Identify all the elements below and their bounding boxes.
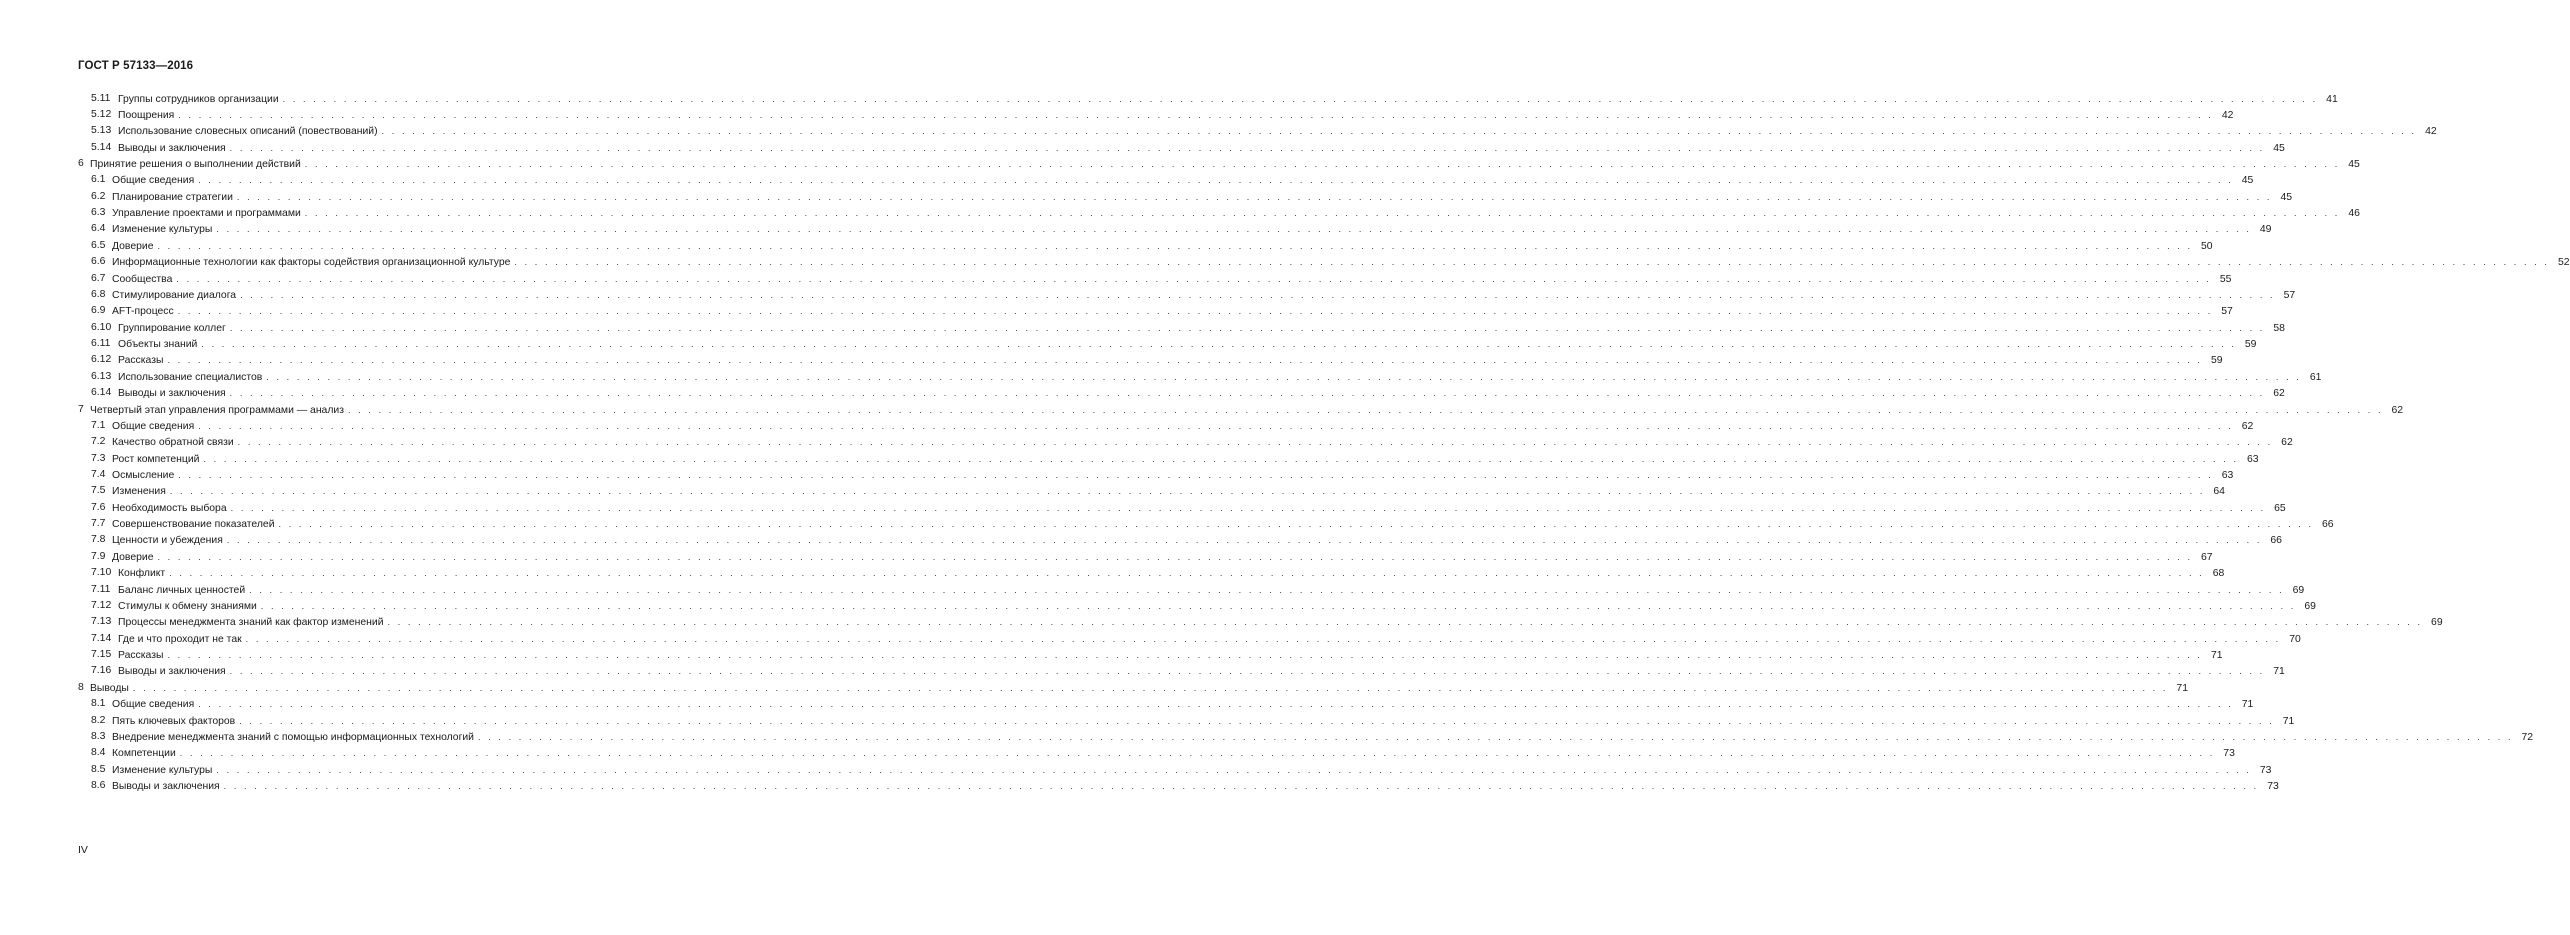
toc-dot-leader: . . . . . . . . . . . . . . . . . . . . . . . . . . . . . . . . . . . . . . . . . . . . . . . . . . . . . . . . . . . . . . . . . . . . . . . . . . . . . . . . . . . . . . . . . . . . . . . . . . . . . . . . . . . . . . . . . . . . . . . . . . . . . . . . . . . . . . . . . . . . . . . . . . . . . . . . . . . . . . . . . . . . . . . . . . . . . . . . . . . . . . . . . . . . . . . . . . . . . . . . [229, 388, 2265, 399]
toc-entry-title: Пять ключевых факторов [112, 715, 236, 727]
toc-entry-title: Совершенствование показателей [112, 519, 275, 531]
toc-entry-page: 69 [2304, 600, 2316, 612]
toc-entry-title: Осмысление [112, 470, 175, 481]
toc-entry-title: Информационные технологии как факторы содействия организационной культуре [112, 257, 511, 269]
toc-dot-leader: . . . . . . . . . . . . . . . . . . . . . . . . . . . . . . . . . . . . . . . . . . . . . . . . . . . . . . . . . . . . . . . . . . . . . . . . . . . . . . . . . . . . . . . . . . . . . . . . . . . . . . . . . . . . . . . . . . . . . . . . . . . . . . . . . . . . . . . . . . . . . . . . . . . . . . . . . . . . . . . . . . . . . . . . . . . . . . . . . . . . . . . . . . . . . . . . . . . . . . . . [387, 617, 2423, 628]
toc-entry-title: Компетенции [112, 748, 176, 760]
toc-dot-leader: . . . . . . . . . . . . . . . . . . . . . . . . . . . . . . . . . . . . . . . . . . . . . . . . . . . . . . . . . . . . . . . . . . . . . . . . . . . . . . . . . . . . . . . . . . . . . . . . . . . . . . . . . . . . . . . . . . . . . . . . . . . . . . . . . . . . . . . . . . . . . . . . . . . . . . . . . . . . . . . . . . . . . . . . . . . . . . . . . . . . . . . . . . . . . . . . . . . . . . . . [178, 470, 2214, 480]
toc-entry-number: 7.8 [91, 534, 106, 546]
toc-dot-leader: . . . . . . . . . . . . . . . . . . . . . . . . . . . . . . . . . . . . . . . . . . . . . . . . . . . . . . . . . . . . . . . . . . . . . . . . . . . . . . . . . . . . . . . . . . . . . . . . . . . . . . . . . . . . . . . . . . . . . . . . . . . . . . . . . . . . . . . . . . . . . . . . . . . . . . . . . . . . . . . . . . . . . . . . . . . . . . . . . . . . . . . . . . . . . . . . . . . . . . . . [178, 109, 2214, 120]
toc-dot-leader: . . . . . . . . . . . . . . . . . . . . . . . . . . . . . . . . . . . . . . . . . . . . . . . . . . . . . . . . . . . . . . . . . . . . . . . . . . . . . . . . . . . . . . . . . . . . . . . . . . . . . . . . . . . . . . . . . . . . . . . . . . . . . . . . . . . . . . . . . . . . . . . . . . . . . . . . . . . . . . . . . . . . . . . . . . . . . . . . . . . . . . . . . . . . . . . . . . . . . . . . [177, 306, 2213, 317]
toc-entry-title: Группирование коллег [118, 322, 226, 334]
toc-entry-title: Баланс личных ценностей [118, 584, 246, 596]
toc-dot-leader: . . . . . . . . . . . . . . . . . . . . . . . . . . . . . . . . . . . . . . . . . . . . . . . . . . . . . . . . . . . . . . . . . . . . . . . . . . . . . . . . . . . . . . . . . . . . . . . . . . . . . . . . . . . . . . . . . . . . . . . . . . . . . . . . . . . . . . . . . . . . . . . . . . . . . . . . . . . . . . . . . . . . . . . . . . . . . . . . . . . . . . . . . . . . . . . . . . . . . . . . [229, 142, 2265, 153]
toc-entry-page: 62 [2391, 404, 2404, 416]
toc-dot-leader: . . . . . . . . . . . . . . . . . . . . . . . . . . . . . . . . . . . . . . . . . . . . . . . . . . . . . . . . . . . . . . . . . . . . . . . . . . . . . . . . . . . . . . . . . . . . . . . . . . . . . . . . . . . . . . . . . . . . . . . . . . . . . . . . . . . . . . . . . . . . . . . . . . . . . . . . . . . . . . . . . . . . . . . . . . . . . . . . . . . . . . . . . . . . . . . . . . . . . . . . [266, 371, 2302, 382]
toc-entry-page: 50 [2201, 240, 2213, 252]
toc-entry [0, 434, 2293, 450]
toc-entry-title: Использование специалистов [118, 371, 263, 383]
toc-entry-title: Рост компетенций [112, 453, 200, 465]
toc-entry-title: Объекты знаний [118, 339, 198, 351]
toc-entry-page: 55 [2219, 273, 2232, 285]
toc-dot-leader: . . . . . . . . . . . . . . . . . . . . . . . . . . . . . . . . . . . . . . . . . . . . . . . . . . . . . . . . . . . . . . . . . . . . . . . . . . . . . . . . . . . . . . . . . . . . . . . . . . . . . . . . . . . . . . . . . . . . . . . . . . . . . . . . . . . . . . . . . . . . . . . . . . . . . . . . . . . . . . . . . . . . . . . . . . . . . . . . . . . . . . . . . . . . . . . . . . . . . . . . [229, 666, 2265, 677]
toc-entry-number: 7.4 [91, 469, 106, 480]
toc-entry-page: 66 [2270, 535, 2282, 547]
toc-entry-page: 71 [2273, 666, 2285, 678]
toc-entry-title: Выводы [90, 682, 129, 694]
toc-entry-title: Управление проектами и программами [112, 208, 301, 220]
toc-entry-number: 6.10 [91, 321, 112, 333]
toc-entry-number: 7 [78, 403, 84, 415]
toc-entry-page: 45 [2348, 158, 2360, 170]
toc-entry [0, 140, 2285, 156]
toc-entry-number: 7.5 [91, 485, 106, 497]
toc-entry-number: 7.15 [91, 649, 112, 661]
toc-entry-number: 7.6 [91, 501, 106, 513]
toc-entry-title: Выводы и заключения [118, 666, 226, 678]
toc-entry-number: 7.10 [91, 567, 112, 579]
toc-entry-page: 59 [2244, 339, 2257, 351]
toc-entry-number: 6.6 [91, 256, 106, 268]
document-header: ГОСТ Р 57133—2016 [78, 60, 194, 72]
toc-dot-leader: . . . . . . . . . . . . . . . . . . . . . . . . . . . . . . . . . . . . . . . . . . . . . . . . . . . . . . . . . . . . . . . . . . . . . . . . . . . . . . . . . . . . . . . . . . . . . . . . . . . . . . . . . . . . . . . . . . . . . . . . . . . . . . . . . . . . . . . . . . . . . . . . . . . . . . . . . . . . . . . . . . . . . . . . . . . . . . . . . . . . . . . . . . . . . . . . . . . . . . . . [216, 224, 2252, 235]
toc-entry-number: 7.12 [91, 599, 112, 611]
toc-entry-number: 6.2 [91, 190, 106, 202]
toc-entry-number: 5.14 [91, 141, 112, 153]
toc-entry-number: 6.3 [91, 207, 106, 219]
toc-entry-page: 63 [2221, 470, 2234, 481]
toc-entry [0, 91, 2338, 107]
toc-entry [0, 582, 2305, 598]
toc-entry-page: 52 [2557, 257, 2570, 269]
toc-entry [0, 221, 2272, 237]
toc-entry [0, 598, 2316, 614]
toc-entry [0, 549, 2213, 565]
toc-entry-number: 6.13 [91, 370, 112, 382]
toc-entry [0, 385, 2285, 401]
toc-entry-page: 62 [2241, 420, 2254, 432]
toc-entry [0, 631, 2301, 647]
toc-dot-leader: . . . . . . . . . . . . . . . . . . . . . . . . . . . . . . . . . . . . . . . . . . . . . . . . . . . . . . . . . . . . . . . . . . . . . . . . . . . . . . . . . . . . . . . . . . . . . . . . . . . . . . . . . . . . . . . . . . . . . . . . . . . . . . . . . . . . . . . . . . . . . . . . . . . . . . . . . . . . . . . . . . . . . . . . . . . . . . . . . . . . . . . . . . . . . . . . . . . . . . . . [260, 600, 2296, 611]
toc-dot-leader: . . . . . . . . . . . . . . . . . . . . . . . . . . . . . . . . . . . . . . . . . . . . . . . . . . . . . . . . . . . . . . . . . . . . . . . . . . . . . . . . . . . . . . . . . . . . . . . . . . . . . . . . . . . . . . . . . . . . . . . . . . . . . . . . . . . . . . . . . . . . . . . . . . . . . . . . . . . . . . . . . . . . . . . . . . . . . . . . . . . . . . . . . . . . . . . . . . . . . . . . [477, 731, 2514, 742]
toc-entry-page: 61 [2309, 371, 2322, 383]
toc-entry-page: 59 [2210, 355, 2223, 367]
toc-entry-title: Изменение культуры [112, 224, 213, 236]
toc-dot-leader: . . . . . . . . . . . . . . . . . . . . . . . . . . . . . . . . . . . . . . . . . . . . . . . . . . . . . . . . . . . . . . . . . . . . . . . . . . . . . . . . . . . . . . . . . . . . . . . . . . . . . . . . . . . . . . . . . . . . . . . . . . . . . . . . . . . . . . . . . . . . . . . . . . . . . . . . . . . . . . . . . . . . . . . . . . . . . . . . . . . . . . . . . . . . . . . . . . . . . . . . [157, 551, 2193, 562]
toc-entry-number: 7.14 [91, 632, 112, 644]
toc-entry-title: Поощрения [118, 109, 175, 121]
toc-entry [0, 713, 2295, 729]
toc-entry [0, 451, 2259, 467]
toc-entry-title: Рассказы [118, 650, 164, 662]
toc-dot-leader: . . . . . . . . . . . . . . . . . . . . . . . . . . . . . . . . . . . . . . . . . . . . . . . . . . . . . . . . . . . . . . . . . . . . . . . . . . . . . . . . . . . . . . . . . . . . . . . . . . . . . . . . . . . . . . . . . . . . . . . . . . . . . . . . . . . . . . . . . . . . . . . . . . . . . . . . . . . . . . . . . . . . . . . . . . . . . . . . . . . . . . . . . . . . . . . . . . . . . . . . [176, 273, 2212, 284]
toc-dot-leader: . . . . . . . . . . . . . . . . . . . . . . . . . . . . . . . . . . . . . . . . . . . . . . . . . . . . . . . . . . . . . . . . . . . . . . . . . . . . . . . . . . . . . . . . . . . . . . . . . . . . . . . . . . . . . . . . . . . . . . . . . . . . . . . . . . . . . . . . . . . . . . . . . . . . . . . . . . . . . . . . . . . . . . . . . . . . . . . . . . . . . . . . . . . . . . . . . . . . . . . . [240, 289, 2276, 300]
toc-entry [0, 107, 2234, 123]
toc-entry-title: Выводы и заключения [112, 781, 220, 793]
toc-entry-title: Внедрение менеджмента знаний с помощью информационных технологий [112, 731, 474, 743]
toc-entry-page: 41 [2326, 93, 2338, 105]
toc-entry [0, 696, 2254, 712]
toc-entry-number: 6.7 [91, 272, 106, 284]
toc-dot-leader: . . . . . . . . . . . . . . . . . . . . . . . . . . . . . . . . . . . . . . . . . . . . . . . . . . . . . . . . . . . . . . . . . . . . . . . . . . . . . . . . . . . . . . . . . . . . . . . . . . . . . . . . . . . . . . . . . . . . . . . . . . . . . . . . . . . . . . . . . . . . . . . . . . . . . . . . . . . . . . . . . . . . . . . . . . . . . . . . . . . . . . . . . . . . . . . . . . . . . . . . [198, 699, 2234, 710]
toc-entry-page: 68 [2212, 568, 2225, 580]
toc-dot-leader: . . . . . . . . . . . . . . . . . . . . . . . . . . . . . . . . . . . . . . . . . . . . . . . . . . . . . . . . . . . . . . . . . . . . . . . . . . . . . . . . . . . . . . . . . . . . . . . . . . . . . . . . . . . . . . . . . . . . . . . . . . . . . . . . . . . . . . . . . . . . . . . . . . . . . . . . . . . . . . . . . . . . . . . . . . . . . . . . . . . . . . . . . . . . . . . . . . . . . . . . [236, 191, 2272, 202]
toc-entry [0, 238, 2213, 254]
toc-dot-leader: . . . . . . . . . . . . . . . . . . . . . . . . . . . . . . . . . . . . . . . . . . . . . . . . . . . . . . . . . . . . . . . . . . . . . . . . . . . . . . . . . . . . . . . . . . . . . . . . . . . . . . . . . . . . . . . . . . . . . . . . . . . . . . . . . . . . . . . . . . . . . . . . . . . . . . . . . . . . . . . . . . . . . . . . . . . . . . . . . . . . . . . . . . . . . . . . . . . . . . . . [157, 240, 2193, 251]
toc-entry [0, 205, 2360, 221]
toc-entry-title: Ценности и убеждения [112, 535, 223, 547]
toc-entry-page: 58 [2273, 322, 2285, 334]
toc-dot-leader: . . . . . . . . . . . . . . . . . . . . . . . . . . . . . . . . . . . . . . . . . . . . . . . . . . . . . . . . . . . . . . . . . . . . . . . . . . . . . . . . . . . . . . . . . . . . . . . . . . . . . . . . . . . . . . . . . . . . . . . . . . . . . . . . . . . . . . . . . . . . . . . . . . . . . . . . . . . . . . . . . . . . . . . . . . . . . . . . . . . . . . . . . . . . . . . . . . . . . . . . [216, 764, 2252, 775]
toc-entry-title: Общие сведения [112, 175, 195, 187]
toc-entry-title: Выводы и заключения [118, 388, 226, 400]
toc-entry-title: Изменения [112, 486, 166, 498]
toc-dot-leader: . . . . . . . . . . . . . . . . . . . . . . . . . . . . . . . . . . . . . . . . . . . . . . . . . . . . . . . . . . . . . . . . . . . . . . . . . . . . . . . . . . . . . . . . . . . . . . . . . . . . . . . . . . . . . . . . . . . . . . . . . . . . . . . . . . . . . . . . . . . . . . . . . . . . . . . . . . . . . . . . . . . . . . . . . . . . . . . . . . . . . . . . . . . . . . . . . . . . . . . . [169, 568, 2205, 579]
toc-entry-number: 6.14 [91, 387, 112, 399]
toc-entry-title: Доверие [112, 240, 154, 252]
toc-entry [0, 123, 2437, 139]
toc-dot-leader: . . . . . . . . . . . . . . . . . . . . . . . . . . . . . . . . . . . . . . . . . . . . . . . . . . . . . . . . . . . . . . . . . . . . . . . . . . . . . . . . . . . . . . . . . . . . . . . . . . . . . . . . . . . . . . . . . . . . . . . . . . . . . . . . . . . . . . . . . . . . . . . . . . . . . . . . . . . . . . . . . . . . . . . . . . . . . . . . . . . . . . . . . . . . . . . . . . . . . . . . [347, 404, 2384, 415]
toc-entry-page: 73 [2223, 748, 2235, 760]
toc-entry-number: 6 [78, 157, 84, 169]
toc-entry-number: 6.8 [91, 288, 106, 300]
toc-entry-title: Четвертый этап управления программами — анализ [90, 404, 344, 416]
toc-entry-number: 7.1 [91, 419, 106, 431]
toc-entry-title: Планирование стратегии [112, 191, 233, 203]
toc-entry-page: 66 [2322, 519, 2334, 531]
toc-entry-title: Сообщества [112, 273, 173, 285]
toc-entry [0, 565, 2225, 581]
toc-entry [0, 762, 2272, 778]
toc-entry [0, 336, 2257, 352]
toc-entry-page: 65 [2274, 502, 2286, 514]
toc-entry-number: 8 [78, 681, 84, 693]
toc-entry [0, 483, 2225, 499]
toc-entry [0, 352, 2223, 368]
toc-entry-number: 5.12 [91, 108, 112, 120]
toc-entry-number: 5.11 [91, 92, 111, 104]
toc-entry-page: 62 [2273, 388, 2285, 400]
toc-dot-leader: . . . . . . . . . . . . . . . . . . . . . . . . . . . . . . . . . . . . . . . . . . . . . . . . . . . . . . . . . . . . . . . . . . . . . . . . . . . . . . . . . . . . . . . . . . . . . . . . . . . . . . . . . . . . . . . . . . . . . . . . . . . . . . . . . . . . . . . . . . . . . . . . . . . . . . . . . . . . . . . . . . . . . . . . . . . . . . . . . . . . . . . . . . . . . . . . . . . . . . . . [169, 486, 2205, 497]
toc-dot-leader: . . . . . . . . . . . . . . . . . . . . . . . . . . . . . . . . . . . . . . . . . . . . . . . . . . . . . . . . . . . . . . . . . . . . . . . . . . . . . . . . . . . . . . . . . . . . . . . . . . . . . . . . . . . . . . . . . . . . . . . . . . . . . . . . . . . . . . . . . . . . . . . . . . . . . . . . . . . . . . . . . . . . . . . . . . . . . . . . . . . . . . . . . . . . . . . . . . . . . . . . [179, 748, 2215, 759]
toc-dot-leader: . . . . . . . . . . . . . . . . . . . . . . . . . . . . . . . . . . . . . . . . . . . . . . . . . . . . . . . . . . . . . . . . . . . . . . . . . . . . . . . . . . . . . . . . . . . . . . . . . . . . . . . . . . . . . . . . . . . . . . . . . . . . . . . . . . . . . . . . . . . . . . . . . . . . . . . . . . . . . . . . . . . . . . . . . . . . . . . . . . . . . . . . . . . . . . . . . . . . . . . . [514, 257, 2550, 268]
toc-entry-page: 70 [2289, 633, 2301, 645]
toc-entry-number: 8.4 [91, 747, 106, 759]
toc-entry [0, 500, 2286, 516]
toc-entry-title: Общие сведения [112, 699, 195, 711]
toc-entry-number: 8.6 [91, 780, 106, 792]
toc-entry-number: 6.1 [91, 174, 106, 186]
toc-entry-page: 62 [2281, 437, 2293, 449]
toc-entry-page: 45 [2273, 142, 2285, 154]
toc-entry-page: 71 [2210, 650, 2223, 662]
toc-entry-number: 6.11 [91, 338, 111, 350]
toc-entry-page: 49 [2259, 224, 2272, 236]
toc-entry [0, 402, 2404, 418]
toc-entry-number: 7.9 [91, 550, 106, 562]
toc-dot-leader: . . . . . . . . . . . . . . . . . . . . . . . . . . . . . . . . . . . . . . . . . . . . . . . . . . . . . . . . . . . . . . . . . . . . . . . . . . . . . . . . . . . . . . . . . . . . . . . . . . . . . . . . . . . . . . . . . . . . . . . . . . . . . . . . . . . . . . . . . . . . . . . . . . . . . . . . . . . . . . . . . . . . . . . . . . . . . . . . . . . . . . . . . . . . . . . . . . . . . . . . [223, 781, 2259, 792]
toc-entry-page: 73 [2267, 781, 2279, 793]
toc-entry-number: 7.13 [91, 616, 112, 628]
toc-entry-title: Изменение культуры [112, 764, 213, 776]
toc-entry-page: 57 [2221, 306, 2233, 318]
toc-entry-page: 72 [2521, 731, 2534, 743]
toc-dot-leader: . . . . . . . . . . . . . . . . . . . . . . . . . . . . . . . . . . . . . . . . . . . . . . . . . . . . . . . . . . . . . . . . . . . . . . . . . . . . . . . . . . . . . . . . . . . . . . . . . . . . . . . . . . . . . . . . . . . . . . . . . . . . . . . . . . . . . . . . . . . . . . . . . . . . . . . . . . . . . . . . . . . . . . . . . . . . . . . . . . . . . . . . . . . . . . . . . . . . . . . . [230, 502, 2266, 513]
toc-entry-number: 7.3 [91, 452, 106, 464]
toc-entry-page: 42 [2425, 126, 2437, 138]
toc-entry-page: 73 [2259, 764, 2272, 776]
toc-entry-page: 45 [2241, 175, 2254, 187]
toc-dot-leader: . . . . . . . . . . . . . . . . . . . . . . . . . . . . . . . . . . . . . . . . . . . . . . . . . . . . . . . . . . . . . . . . . . . . . . . . . . . . . . . . . . . . . . . . . . . . . . . . . . . . . . . . . . . . . . . . . . . . . . . . . . . . . . . . . . . . . . . . . . . . . . . . . . . . . . . . . . . . . . . . . . . . . . . . . . . . . . . . . . . . . . . . . . . . . . . . . . . . . . . . [282, 93, 2318, 104]
toc-entry-title: Выводы и заключения [118, 142, 226, 154]
toc-dot-leader: . . . . . . . . . . . . . . . . . . . . . . . . . . . . . . . . . . . . . . . . . . . . . . . . . . . . . . . . . . . . . . . . . . . . . . . . . . . . . . . . . . . . . . . . . . . . . . . . . . . . . . . . . . . . . . . . . . . . . . . . . . . . . . . . . . . . . . . . . . . . . . . . . . . . . . . . . . . . . . . . . . . . . . . . . . . . . . . . . . . . . . . . . . . . . . . . . . . . . . . . [226, 535, 2262, 546]
toc-dot-leader: . . . . . . . . . . . . . . . . . . . . . . . . . . . . . . . . . . . . . . . . . . . . . . . . . . . . . . . . . . . . . . . . . . . . . . . . . . . . . . . . . . . . . . . . . . . . . . . . . . . . . . . . . . . . . . . . . . . . . . . . . . . . . . . . . . . . . . . . . . . . . . . . . . . . . . . . . . . . . . . . . . . . . . . . . . . . . . . . . . . . . . . . . . . . . . . . . . . . . . . . [203, 453, 2239, 464]
toc-entry-number: 6.4 [91, 223, 106, 235]
toc-entry-title: Группы сотрудников организации [118, 93, 279, 105]
page-number: IV [78, 844, 88, 856]
toc-entry-title: Принятие решения о выполнении действий [90, 158, 301, 170]
toc-dot-leader: . . . . . . . . . . . . . . . . . . . . . . . . . . . . . . . . . . . . . . . . . . . . . . . . . . . . . . . . . . . . . . . . . . . . . . . . . . . . . . . . . . . . . . . . . . . . . . . . . . . . . . . . . . . . . . . . . . . . . . . . . . . . . . . . . . . . . . . . . . . . . . . . . . . . . . . . . . . . . . . . . . . . . . . . . . . . . . . . . . . . . . . . . . . . . . . . . . . . . . . . [304, 158, 2340, 169]
toc-entry-page: 64 [2213, 486, 2225, 498]
toc-entry-number: 7.16 [91, 665, 112, 677]
toc-dot-leader: . . . . . . . . . . . . . . . . . . . . . . . . . . . . . . . . . . . . . . . . . . . . . . . . . . . . . . . . . . . . . . . . . . . . . . . . . . . . . . . . . . . . . . . . . . . . . . . . . . . . . . . . . . . . . . . . . . . . . . . . . . . . . . . . . . . . . . . . . . . . . . . . . . . . . . . . . . . . . . . . . . . . . . . . . . . . . . . . . . . . . . . . . . . . . . . . . . . . . . . . [381, 126, 2417, 137]
toc-dot-leader: . . . . . . . . . . . . . . . . . . . . . . . . . . . . . . . . . . . . . . . . . . . . . . . . . . . . . . . . . . . . . . . . . . . . . . . . . . . . . . . . . . . . . . . . . . . . . . . . . . . . . . . . . . . . . . . . . . . . . . . . . . . . . . . . . . . . . . . . . . . . . . . . . . . . . . . . . . . . . . . . . . . . . . . . . . . . . . . . . . . . . . . . . . . . . . . . . . . . . . . . [249, 584, 2285, 595]
toc-entry-title: Общие сведения [112, 420, 195, 432]
toc-dot-leader: . . . . . . . . . . . . . . . . . . . . . . . . . . . . . . . . . . . . . . . . . . . . . . . . . . . . . . . . . . . . . . . . . . . . . . . . . . . . . . . . . . . . . . . . . . . . . . . . . . . . . . . . . . . . . . . . . . . . . . . . . . . . . . . . . . . . . . . . . . . . . . . . . . . . . . . . . . . . . . . . . . . . . . . . . . . . . . . . . . . . . . . . . . . . . . . . . . . . . . . . [245, 633, 2281, 644]
toc-entry-page: 71 [2282, 715, 2295, 727]
toc-entry-number: 5.13 [91, 125, 112, 137]
toc-entry-number: 7.2 [91, 436, 106, 448]
toc-entry-title: Стимулирование диалога [112, 289, 237, 301]
toc-entry-page: 69 [2431, 617, 2443, 629]
toc-entry-page: 46 [2348, 208, 2360, 220]
toc-dot-leader: . . . . . . . . . . . . . . . . . . . . . . . . . . . . . . . . . . . . . . . . . . . . . . . . . . . . . . . . . . . . . . . . . . . . . . . . . . . . . . . . . . . . . . . . . . . . . . . . . . . . . . . . . . . . . . . . . . . . . . . . . . . . . . . . . . . . . . . . . . . . . . . . . . . . . . . . . . . . . . . . . . . . . . . . . . . . . . . . . . . . . . . . . . . . . . . . . . . . . . . . [167, 355, 2203, 366]
toc-entry-number: 8.1 [91, 698, 106, 710]
toc-entry [0, 467, 2234, 483]
toc-entry [0, 287, 2296, 303]
toc-entry-number: 8.2 [91, 714, 106, 726]
toc-entry [0, 303, 2233, 319]
toc-entry-page: 42 [2221, 109, 2234, 121]
toc-dot-leader: . . . . . . . . . . . . . . . . . . . . . . . . . . . . . . . . . . . . . . . . . . . . . . . . . . . . . . . . . . . . . . . . . . . . . . . . . . . . . . . . . . . . . . . . . . . . . . . . . . . . . . . . . . . . . . . . . . . . . . . . . . . . . . . . . . . . . . . . . . . . . . . . . . . . . . . . . . . . . . . . . . . . . . . . . . . . . . . . . . . . . . . . . . . . . . . . . . . . . . . . [304, 208, 2340, 219]
toc-entry-number: 6.12 [91, 354, 112, 366]
toc-dot-leader: . . . . . . . . . . . . . . . . . . . . . . . . . . . . . . . . . . . . . . . . . . . . . . . . . . . . . . . . . . . . . . . . . . . . . . . . . . . . . . . . . . . . . . . . . . . . . . . . . . . . . . . . . . . . . . . . . . . . . . . . . . . . . . . . . . . . . . . . . . . . . . . . . . . . . . . . . . . . . . . . . . . . . . . . . . . . . . . . . . . . . . . . . . . . . . . . . . . . . . . . [198, 175, 2234, 186]
toc-entry [0, 254, 2570, 270]
toc-dot-leader: . . . . . . . . . . . . . . . . . . . . . . . . . . . . . . . . . . . . . . . . . . . . . . . . . . . . . . . . . . . . . . . . . . . . . . . . . . . . . . . . . . . . . . . . . . . . . . . . . . . . . . . . . . . . . . . . . . . . . . . . . . . . . . . . . . . . . . . . . . . . . . . . . . . . . . . . . . . . . . . . . . . . . . . . . . . . . . . . . . . . . . . . . . . . . . . . . . . . . . . . [201, 339, 2237, 350]
toc-entry [0, 532, 2282, 548]
toc-entry [0, 614, 2443, 630]
toc-entry-title: Использование словесных описаний (повествований) [118, 126, 378, 138]
toc-entry-number: 8.5 [91, 763, 106, 775]
toc-dot-leader: . . . . . . . . . . . . . . . . . . . . . . . . . . . . . . . . . . . . . . . . . . . . . . . . . . . . . . . . . . . . . . . . . . . . . . . . . . . . . . . . . . . . . . . . . . . . . . . . . . . . . . . . . . . . . . . . . . . . . . . . . . . . . . . . . . . . . . . . . . . . . . . . . . . . . . . . . . . . . . . . . . . . . . . . . . . . . . . . . . . . . . . . . . . . . . . . . . . . . . . . [132, 682, 2168, 693]
toc-entry-title: Конфликт [118, 568, 166, 580]
toc-entry [0, 271, 2232, 287]
toc-entry [0, 680, 2188, 696]
toc-entry-page: 71 [2241, 699, 2254, 711]
toc-dot-leader: . . . . . . . . . . . . . . . . . . . . . . . . . . . . . . . . . . . . . . . . . . . . . . . . . . . . . . . . . . . . . . . . . . . . . . . . . . . . . . . . . . . . . . . . . . . . . . . . . . . . . . . . . . . . . . . . . . . . . . . . . . . . . . . . . . . . . . . . . . . . . . . . . . . . . . . . . . . . . . . . . . . . . . . . . . . . . . . . . . . . . . . . . . . . . . . . . . . . . . . . [167, 650, 2203, 661]
toc-entry-title: Рассказы [118, 355, 164, 367]
toc-entry [0, 320, 2285, 336]
toc-dot-leader: . . . . . . . . . . . . . . . . . . . . . . . . . . . . . . . . . . . . . . . . . . . . . . . . . . . . . . . . . . . . . . . . . . . . . . . . . . . . . . . . . . . . . . . . . . . . . . . . . . . . . . . . . . . . . . . . . . . . . . . . . . . . . . . . . . . . . . . . . . . . . . . . . . . . . . . . . . . . . . . . . . . . . . . . . . . . . . . . . . . . . . . . . . . . . . . . . . . . . . . . [239, 715, 2275, 726]
toc-entry-title: Качество обратной связи [112, 437, 234, 449]
toc-entry-number: 8.3 [91, 730, 106, 742]
toc-entry [0, 189, 2292, 205]
toc-dot-leader: . . . . . . . . . . . . . . . . . . . . . . . . . . . . . . . . . . . . . . . . . . . . . . . . . . . . . . . . . . . . . . . . . . . . . . . . . . . . . . . . . . . . . . . . . . . . . . . . . . . . . . . . . . . . . . . . . . . . . . . . . . . . . . . . . . . . . . . . . . . . . . . . . . . . . . . . . . . . . . . . . . . . . . . . . . . . . . . . . . . . . . . . . . . . . . . . . . . . . . . . [198, 420, 2234, 431]
toc-entry-page: 45 [2280, 191, 2292, 203]
toc-entry-number: 6.9 [91, 305, 106, 317]
toc-entry-page: 67 [2201, 551, 2213, 563]
toc-entry-title: Стимулы к обмену знаниями [118, 600, 257, 612]
toc-entry-title: Необходимость выбора [112, 502, 227, 514]
toc-entry-page: 71 [2176, 682, 2188, 694]
toc-dot-leader: . . . . . . . . . . . . . . . . . . . . . . . . . . . . . . . . . . . . . . . . . . . . . . . . . . . . . . . . . . . . . . . . . . . . . . . . . . . . . . . . . . . . . . . . . . . . . . . . . . . . . . . . . . . . . . . . . . . . . . . . . . . . . . . . . . . . . . . . . . . . . . . . . . . . . . . . . . . . . . . . . . . . . . . . . . . . . . . . . . . . . . . . . . . . . . . . . . . . . . . . [237, 437, 2273, 448]
toc-entry [0, 172, 2254, 188]
toc-entry [0, 647, 2223, 663]
toc-entry [0, 516, 2334, 532]
toc-entry [0, 663, 2285, 679]
toc-entry-title: Доверие [112, 551, 154, 563]
toc-entry [0, 156, 2360, 172]
toc-entry-page: 69 [2292, 584, 2305, 596]
toc-entry-page: 63 [2247, 453, 2259, 465]
toc-entry-number: 6.5 [91, 239, 106, 251]
toc-entry-title: AFT-процесс [112, 306, 174, 318]
toc-dot-leader: . . . . . . . . . . . . . . . . . . . . . . . . . . . . . . . . . . . . . . . . . . . . . . . . . . . . . . . . . . . . . . . . . . . . . . . . . . . . . . . . . . . . . . . . . . . . . . . . . . . . . . . . . . . . . . . . . . . . . . . . . . . . . . . . . . . . . . . . . . . . . . . . . . . . . . . . . . . . . . . . . . . . . . . . . . . . . . . . . . . . . . . . . . . . . . . . . . . . . . . . [229, 322, 2265, 333]
toc-entry [0, 418, 2254, 434]
toc-entry [0, 369, 2322, 385]
toc-entry [0, 745, 2235, 761]
toc-entry [0, 729, 2534, 745]
toc-entry-number: 7.7 [91, 518, 106, 530]
toc-entry [0, 778, 2279, 794]
toc-entry-number: 7.11 [91, 583, 111, 595]
toc-entry-page: 57 [2283, 289, 2296, 301]
toc-dot-leader: . . . . . . . . . . . . . . . . . . . . . . . . . . . . . . . . . . . . . . . . . . . . . . . . . . . . . . . . . . . . . . . . . . . . . . . . . . . . . . . . . . . . . . . . . . . . . . . . . . . . . . . . . . . . . . . . . . . . . . . . . . . . . . . . . . . . . . . . . . . . . . . . . . . . . . . . . . . . . . . . . . . . . . . . . . . . . . . . . . . . . . . . . . . . . . . . . . . . . . . . [278, 519, 2314, 530]
toc-entry-title: Где и что проходит не так [118, 633, 242, 645]
toc-entry-title: Процессы менеджмента знаний как фактор изменений [118, 617, 384, 629]
